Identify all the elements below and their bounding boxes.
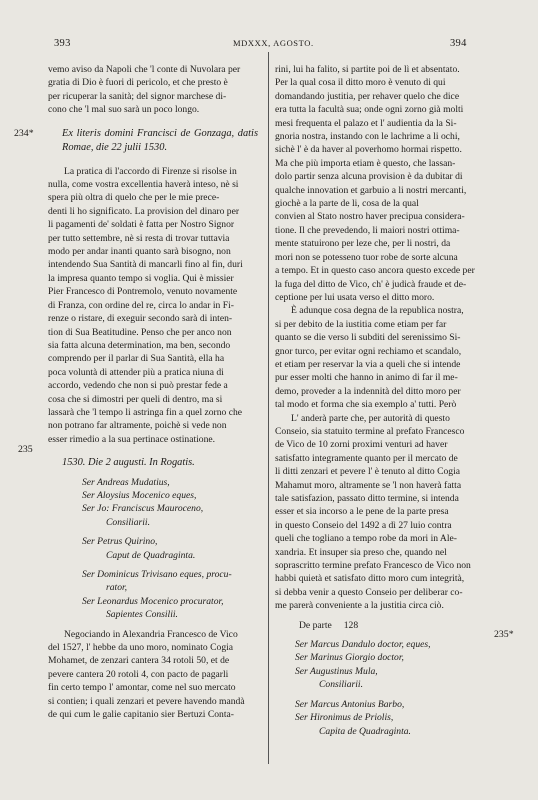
text-line: queli che togliano a tempo robe da mori in Ale- (275, 533, 457, 545)
text-line: Conseio, sia statuito termine al prefato Francesco (275, 425, 465, 437)
text-line: li pagamenti de' soldati è fatta per Nostro Signor (48, 219, 235, 231)
text-line: xandria. Et insuper sia preso che, quando nel (275, 546, 447, 558)
text-line: per tutto settembre, nè si resta di trovar tuttavia (48, 232, 230, 244)
text-line: vemo aviso da Napoli che 'l conte di Nuvolara per (48, 64, 241, 75)
signatories-block-e (275, 698, 485, 738)
text-line: cosa che si dimostri per queli di dentro, ma si (48, 393, 223, 405)
left-page-number: 393 (54, 38, 71, 49)
text-line: de qui cum le galie capitanio sier Bertuzi Conta- (48, 709, 234, 721)
right-page-number: 394 (450, 38, 467, 49)
signatory-line: Ser Marcus Antonius Barbo, (295, 698, 405, 710)
document-234-heading: Ex literis domini Francisci de Gonzaga, datis Romae, die 22 julii 1530. (62, 127, 258, 153)
text-line: in questo Conseio del 1492 a dì 27 luio contra (275, 519, 452, 531)
signatory-line: Ser Augustinus Mula, (295, 665, 378, 677)
text-line: lassarà che 'l tempo li astringa fin a quel zorno che (48, 406, 243, 418)
signatory-role: Consiliarii. (319, 679, 363, 691)
text-line: rini, lui ha falito, si partite poi de lì et absentato. (275, 64, 460, 75)
right-body (275, 63, 485, 613)
text-line: si debba venir a questo Conseio per deliberar co- (275, 586, 463, 598)
text-line: quanto se die verso li subditi del serenissimo Si- (275, 332, 461, 344)
text-line: mesi frequenta el palazo et l' audientia da la Si- (275, 117, 457, 129)
signatory-line: Ser Jo: Franciscus Mauroceno, (82, 503, 204, 515)
text-line: nulla, come vostra excellentia haverà inteso, nè si (48, 179, 239, 191)
text-line: cono che 'l mal suo sarà un poco longo. (48, 104, 200, 116)
text-line: li ditti zenzari et pevere l' è tenuto al ditto Cogia (275, 466, 461, 478)
vote-count: De parte 128 (299, 619, 359, 631)
text-line: L' anderà parte che, per autorità di questo (291, 412, 450, 424)
text-line: modo per andar inanti quanto sarà bisogno, non (48, 246, 231, 258)
text-line: È adunque cosa degna de la republica nostra, (291, 305, 464, 317)
text-line: et etiam per reservar la via a queli che si intende (275, 358, 461, 370)
text-line: habbi quietà et satisfato ditto moro cum integrità, (275, 573, 465, 585)
text-line: accordo, vedendo che non si può prestar fede a (48, 380, 228, 392)
signatory-line: Ser Marinus Giorgio doctor, (295, 652, 404, 664)
text-line: esser et sia incorso a le pene de la parte presa (275, 506, 449, 518)
text-line: qualche innovation et garbuio a li nostri mercanti, (275, 184, 467, 196)
signatory-line: Ser Andreas Mudatius, (82, 476, 170, 488)
text-line: gnor turco, per evitar ogni rechiamo et scandalo, (275, 345, 462, 357)
text-line: si contien; i quali zenzari et pevere havendo mandà (48, 695, 245, 707)
text-line: comprendo per il parlar di Sua Santità, ella ha (48, 353, 225, 365)
text-line: ceptione per lui usata verso el ditto moro. (275, 291, 435, 303)
text-line: di Franza, con ordine del re, circa lo andar in Fi- (48, 299, 234, 311)
text-line: tal modo et forma che sia exemplo a' tutti. Però (275, 399, 457, 411)
document-234-body (48, 165, 258, 447)
text-line: me parerà conveniente a la justitia circa ciò. (275, 600, 444, 612)
signatory-line: Ser Petrus Quirino, (82, 536, 158, 548)
text-line: convien al Stato nostro haver precipua considera- (275, 211, 465, 223)
signatory-line: rator, (106, 582, 128, 594)
text-line: fin certo tempo l' amontar, come nel suo mercato (48, 682, 236, 694)
signatory-line: Ser Marcus Dandulo doctor, eques, (295, 639, 431, 651)
text-line: denti li ho significato. La provision del dinaro per (48, 205, 240, 217)
text-line: a tempo. Et in questo caso ancora questo excede per (275, 265, 475, 277)
text-line: Pier Francesco di Pontremolo, venuto novamente (48, 286, 238, 298)
text-line: intendendo Sua Santità di mancarli fino al fin, duri (48, 259, 243, 271)
signatories-block-c (48, 568, 258, 622)
text-line: gnoria nostra, instando con le lachrime a li ochi, (275, 131, 460, 143)
signatory-line: Ser Hironimus de Priolis, (295, 712, 394, 724)
left-column (48, 63, 258, 721)
signatories-block-b (48, 535, 258, 562)
text-line: tione. Il che prevedendo, li maiori nostri ottima- (275, 224, 460, 236)
text-line: pur esser molti che hanno in animo di far il me- (275, 372, 458, 384)
text-line: La pratica di l'accordo di Firenze si risolse in (64, 165, 237, 177)
text-line: renze o ristare, di exeguir secondo sarà di inten- (48, 313, 233, 325)
text-line: domandando justitia, per rehaver quelo che dice (275, 90, 460, 102)
text-line: non potrano far altramente, poichè si vede non (48, 420, 227, 432)
text-line: mente statuirono per leze che, per li nostri, da (275, 238, 451, 250)
text-line: Per la qual cosa il ditto moro è venuto di qui (275, 77, 446, 89)
signatory-line: Ser Leonardus Mocenico procurator, (82, 595, 224, 607)
margin-number-235-left: 235 (18, 444, 33, 455)
text-line: poca voluntà di attender più a pratica niuna di (48, 366, 224, 378)
signatory-role: Caput de Quadraginta. (106, 549, 196, 561)
text-line: Mohamet, de zenzari cantera 34 rotoli 50, et de (48, 655, 230, 667)
text-line: Ma che più importa etiam è questo, che lassan- (275, 157, 456, 169)
text-line: Negociando in Alexandria Francesco de Vico (64, 628, 238, 640)
text-line: mori non se potesseno tuor robe de sorte alcuna (275, 251, 458, 263)
text-line: soprascritto termine prefato Francesco de Vico non (275, 560, 471, 572)
text-line: dolo partir senza alcuna provision è da dubitar di (275, 171, 463, 183)
signatory-role: Sapientes Consilii. (106, 609, 178, 621)
column-divider (268, 52, 269, 764)
text-line: la impresa quanto tempo si voglia. Qui è missier (48, 272, 234, 284)
text-line: sichè l' è da haver al poverhomo hormai rispetto. (275, 144, 462, 156)
text-line: gratia di Dio è fuori di pericolo, et che presto è (48, 77, 228, 89)
text-line: giochè a la parte de li, cosa de la qual (275, 198, 419, 210)
text-line: sia fatta alcuna determination, ma ben, secondo (48, 339, 231, 351)
right-column (275, 63, 485, 738)
text-line: la fuga del ditto de Vico, ch' è judicà fraude et de- (275, 278, 467, 290)
text-line: esser rimedio a la sua pertinace ostinatione. (48, 433, 216, 445)
signatory-line: Ser Dominicus Trivisano eques, procu- (82, 569, 232, 580)
text-line: de Vico de 10 zorni proximi venturi ad haver (275, 439, 448, 451)
margin-number-235-right: 235* (494, 629, 514, 640)
document-235-heading: 1530. Die 2 augusti. In Rogatis. (62, 457, 195, 469)
text-line: era tutta la facultà sua; onde ogni zorno già molti (275, 104, 464, 116)
text-line: pevere cantera 20 rotoli 4, con pacto de pagarli (48, 668, 229, 680)
signatory-role: Capita de Quadraginta. (319, 725, 411, 737)
signatories-block-a (48, 476, 258, 530)
signatories-block-d (275, 638, 485, 692)
running-title: MDXXX, AGOSTO. (233, 38, 314, 48)
signatory-line: Ser Aloysius Mocenico eques, (82, 489, 197, 501)
intro-paragraph (48, 63, 258, 117)
text-line: si per debito de la iustitia come etiam per far (275, 318, 447, 330)
document-235-body (48, 628, 258, 722)
text-line: del 1527, l' hebbe da uno moro, nominato Cogia (48, 642, 234, 654)
text-line: tale satisfazion, passato ditto termine, si intenda (275, 493, 459, 504)
text-line: per ricuperar la sanità; del signor marchese di- (48, 90, 227, 102)
text-line: Mahamut moro, altramente se 'l non haverà fatta (275, 479, 462, 491)
text-line: spera più oltra di quelo che per le mie prece- (48, 192, 220, 204)
text-line: satisfatto integramente quanto per il mercato de (275, 452, 458, 464)
text-line: tion di Sua Beatitudine. Penso che per anco non (48, 326, 232, 338)
signatory-role: Consiliarii. (106, 516, 150, 528)
text-line: demo, proveder a la indennità del ditto moro per (275, 385, 461, 397)
margin-number-234: 234* (14, 128, 34, 139)
